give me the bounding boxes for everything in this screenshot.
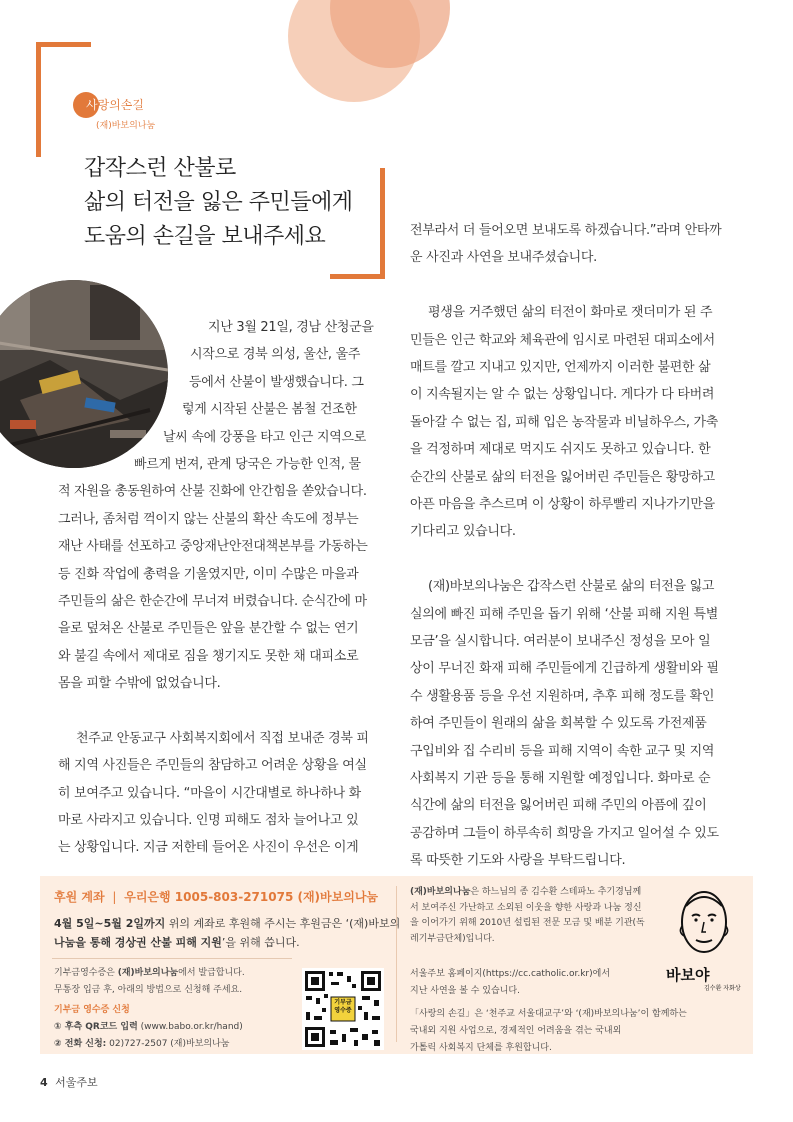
receipt-info: 기부금영수증은 (재)바보의나눔에서 발급합니다. 무통장 입금 후, 아래의 방법으로 신청해 주세요. 기부금 영수증 신청 ① 후측 QR코드 입력 (www.babo.or.kr/hand) ② 전화 신청: 02)727-2507 (재)바보의나눔	[54, 968, 245, 1049]
page-footer	[40, 1074, 98, 1090]
box-divider	[396, 886, 397, 1042]
publication-name: 서울주보	[55, 1076, 98, 1089]
page-number: 4	[40, 1076, 48, 1089]
homepage-notice: 서울주보 홈페이지(https://cc.catholic.or.kr)에서 지난 사연을 볼 수 있습니다.	[410, 969, 611, 996]
qr-label: 기부금 영수증	[334, 999, 352, 1014]
section-title: 사랑의손길	[86, 98, 144, 112]
foundation-about: (재)바보의나눔은 하느님의 종 김수환 스테파노 추기경님께 서 보여주신 가난하고 소외된 이웃을 향한 사랑과 나눔 정신 을 이어가기 위해 2010년 설립된 전문 모금 및 배분 기관(독 레기부금단체)입니다.	[410, 887, 645, 944]
wildfire-damage-photo	[0, 280, 168, 468]
signature-text: 바보야	[666, 966, 710, 984]
donation-period: 4월 5일~5월 2일까지 위의 계좌로 후원해 주시는 후원금은 ‘(재)바보의 나눔을 통해 경상권 산불 피해 지원’을 위해 씁니다.	[54, 917, 401, 949]
page-title: 갑작스런 산불로 삶의 터전을 잃은 주민들에게 도움의 손길을 보내주세요	[84, 156, 353, 249]
section-subtitle: (재)바보의나눔	[96, 121, 156, 131]
divider	[52, 958, 292, 959]
self-portrait-sketch	[666, 886, 742, 996]
donation-account: 후원 계좌 | 우리은행 1005-803-271075 (재)바보의나눔	[54, 890, 379, 904]
signature-subtext: 김수환 자화상	[704, 985, 741, 992]
program-notice: 「사랑의 손길」은 ‘천주교 서울대교구’와 ‘(재)바보의나눔’이 함께하는 국내외 지원 사업으로, 경제적인 어려움을 겪는 국내외 가톨릭 사회복지 단체를 후원합니다.	[410, 1009, 687, 1053]
